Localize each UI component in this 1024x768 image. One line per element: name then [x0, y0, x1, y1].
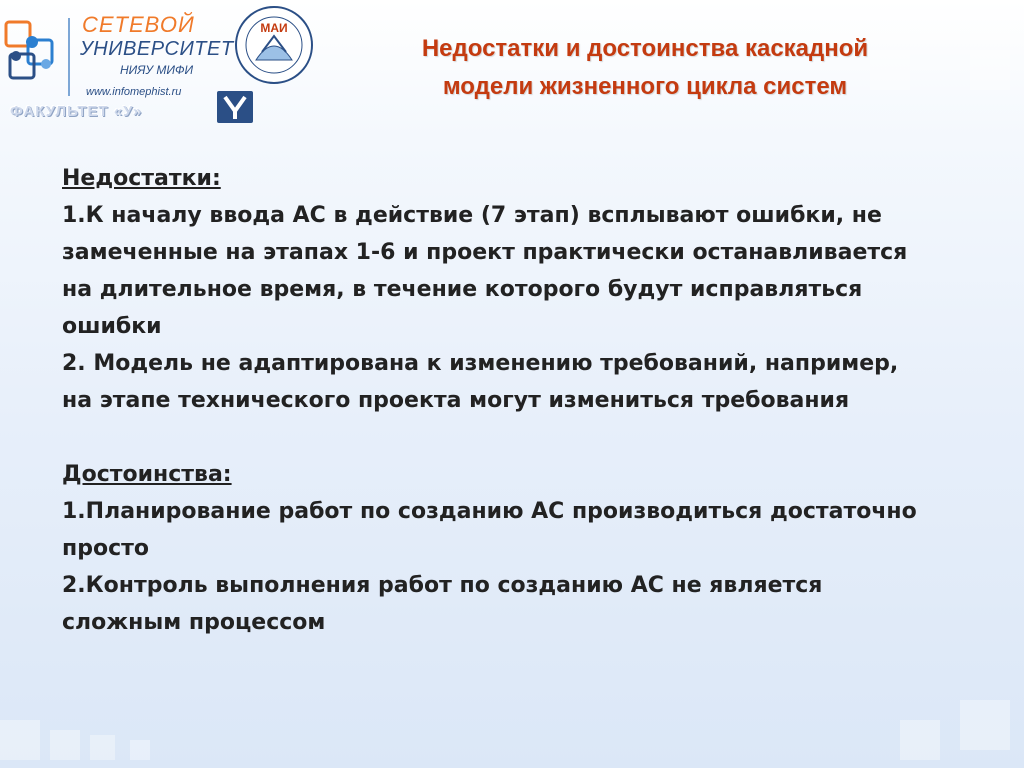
cubes-icon — [2, 16, 66, 88]
logo-title-line1: СЕТЕВОЙ — [82, 12, 195, 37]
disadvantages-line: 2. Модель не адаптирована к изменению требований, например, — [62, 351, 899, 376]
disadvantages-heading: Недостатки: — [62, 166, 221, 191]
advantages-line: 1.Планирование работ по созданию АС производиться достаточно — [62, 499, 917, 524]
disadvantages-line: 1.К началу ввода АС в действие (7 этап) всплывают ошибки, не — [62, 203, 882, 228]
disadvantages-line: ошибки — [62, 314, 162, 339]
disadvantages-line: на этапе технического проекта могут измениться требования — [62, 388, 850, 413]
network-university-logo — [0, 8, 234, 98]
slide-title — [320, 30, 970, 106]
faculty-label: ФАКУЛЬТЕТ «У» — [10, 103, 143, 120]
advantages-line: сложным процессом — [62, 610, 326, 635]
section-spacer — [62, 419, 992, 456]
logo-url: www.infomephist.ru — [86, 86, 182, 98]
faculty-u-icon — [216, 90, 254, 124]
logo-divider — [68, 18, 70, 96]
slide-title-line1: Недостатки и достоинства каскадной — [421, 35, 869, 62]
advantages-heading: Достоинства: — [62, 462, 232, 487]
disadvantages-line: замеченные на этапах 1-6 и проект практически останавливается — [62, 240, 908, 265]
disadvantages-line: на длительное время, в течение которого будут исправляться — [62, 277, 863, 302]
logo-subtitle: НИЯУ МИФИ — [120, 63, 194, 77]
advantages-line: просто — [62, 536, 149, 561]
mai-emblem-icon — [232, 2, 316, 88]
slide-title-line2: модели жизненного цикла систем — [442, 73, 848, 100]
logo-title-line2: УНИВЕРСИТЕТ — [80, 38, 234, 60]
slide-body — [62, 160, 992, 641]
mai-logo-text: МАИ — [260, 21, 288, 35]
advantages-line: 2.Контроль выполнения работ по созданию АС не является — [62, 573, 823, 598]
